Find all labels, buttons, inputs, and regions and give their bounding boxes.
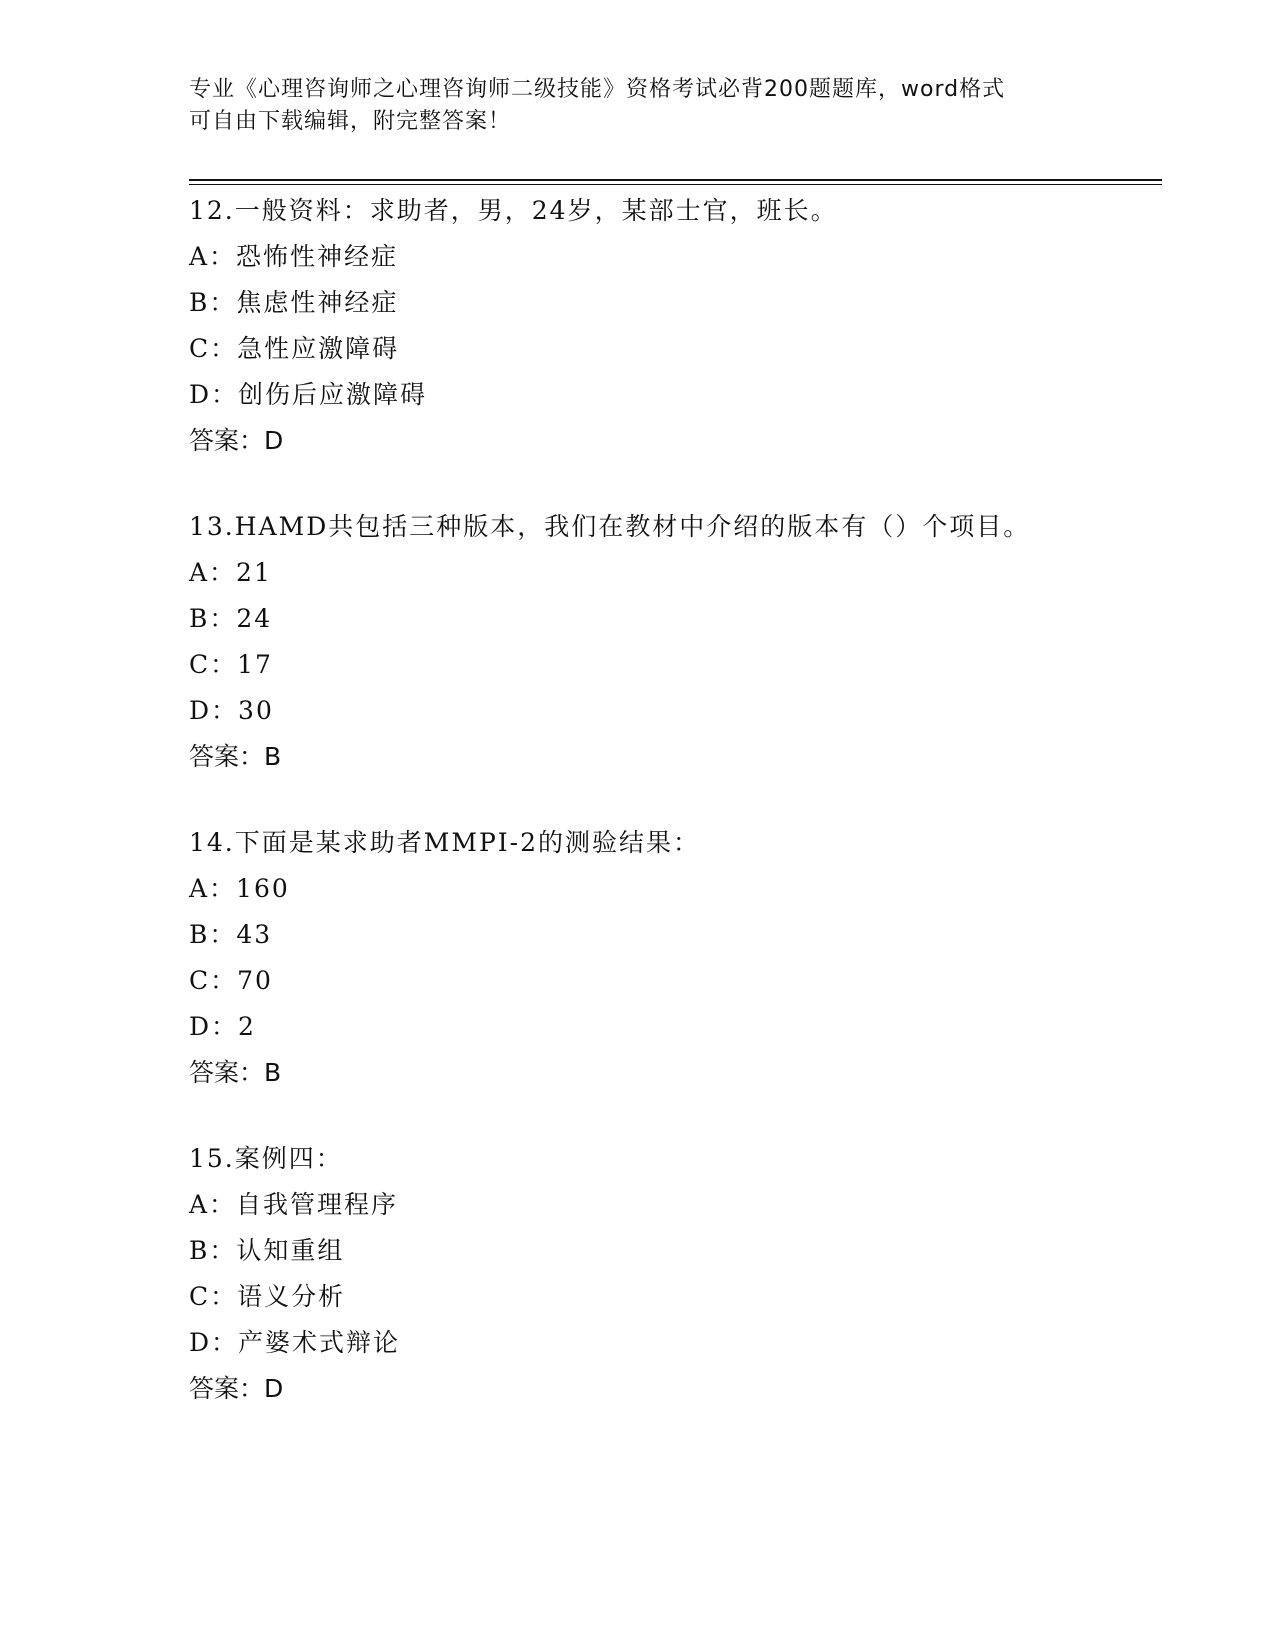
question-stem: 15.案例四： — [189, 1144, 343, 1173]
question-stem: 14.下面是某求助者MMPI-2的测验结果： — [189, 828, 701, 857]
option-a: A：160 — [189, 874, 290, 903]
option-c: C：17 — [189, 650, 273, 679]
document-header — [189, 74, 1089, 138]
option-b: B：认知重组 — [189, 1236, 345, 1265]
answer-line: 答案：B — [189, 1058, 282, 1087]
option-b: B：焦虑性神经症 — [189, 288, 399, 317]
header-line-1: 专业《心理咨询师之心理咨询师二级技能》资格考试必背200题题库，word格式 — [189, 77, 1006, 102]
option-a: A：21 — [189, 558, 272, 587]
option-d: D：产婆术式辩论 — [189, 1328, 401, 1357]
option-d: D：2 — [189, 1012, 256, 1041]
option-c: C：急性应激障碍 — [189, 334, 400, 363]
answer-line: 答案：D — [189, 1374, 284, 1403]
option-b: B：43 — [189, 920, 273, 949]
question-13 — [189, 504, 1149, 780]
header-divider-thick — [189, 179, 1162, 181]
question-15 — [189, 1136, 1149, 1412]
question-12 — [189, 188, 1149, 464]
question-stem: 12.一般资料：求助者，男，24岁，某部士官，班长。 — [189, 196, 838, 225]
option-c: C：语义分析 — [189, 1282, 346, 1311]
header-line-2: 可自由下载编辑，附完整答案！ — [189, 109, 512, 134]
option-a: A：恐怖性神经症 — [189, 242, 399, 271]
header-divider-thin — [189, 184, 1162, 185]
question-14 — [189, 820, 1149, 1096]
option-b: B：24 — [189, 604, 273, 633]
option-a: A：自我管理程序 — [189, 1190, 399, 1219]
question-stem: 13.HAMD共包括三种版本，我们在教材中介绍的版本有（）个项目。 — [189, 512, 1031, 541]
option-d: D：30 — [189, 696, 274, 725]
option-c: C：70 — [189, 966, 273, 995]
answer-line: 答案：B — [189, 742, 282, 771]
answer-line: 答案：D — [189, 426, 284, 455]
option-d: D：创伤后应激障碍 — [189, 380, 428, 409]
